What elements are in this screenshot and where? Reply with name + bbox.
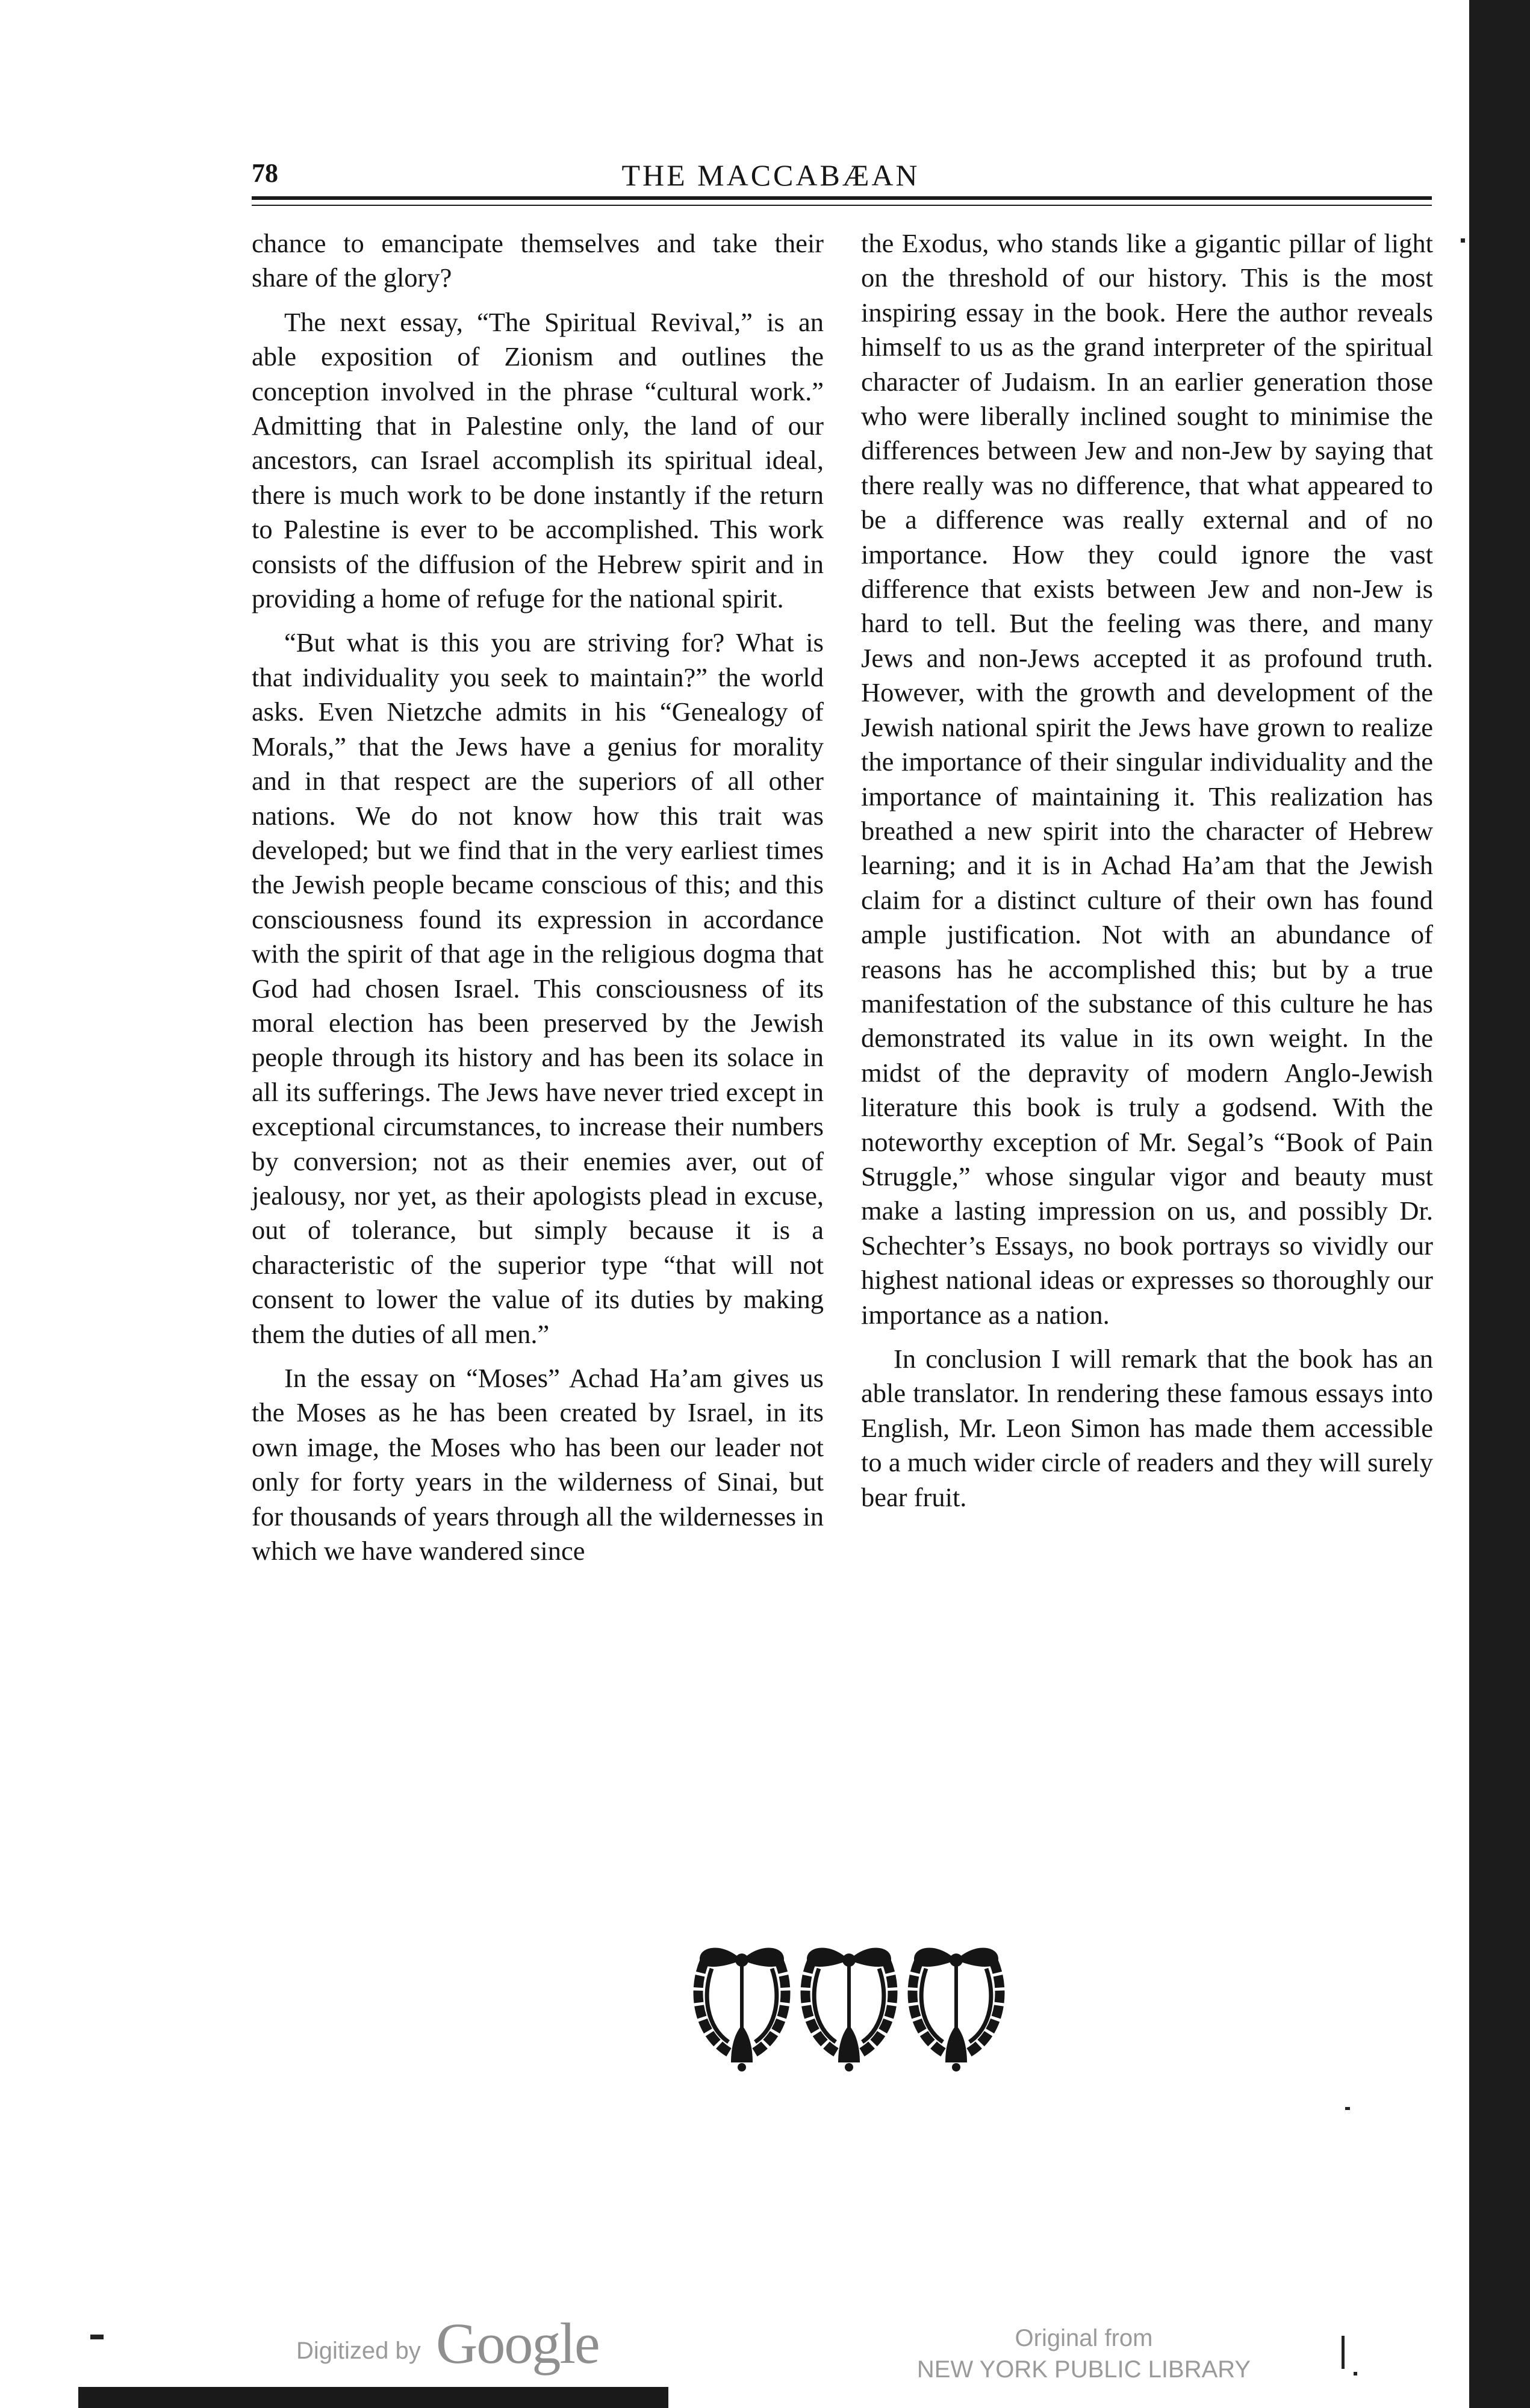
- running-head: THE MACCABÆAN: [621, 158, 920, 192]
- scan-speck: [90, 2335, 104, 2339]
- left-column: [252, 226, 824, 1568]
- scan-speck: [1345, 2107, 1350, 2110]
- digitized-label: Digitized by: [296, 2338, 421, 2364]
- wreath-bell-ornament-icon: [686, 1938, 1012, 2083]
- right-column: [861, 226, 1433, 1515]
- paragraph: In conclusion I will remark that the book has an able translator. In rendering these famous essays into English, Mr. Leon Simon has made them accessible to a much wider circle of readers and they will surely bear fruit.: [861, 1344, 1433, 1512]
- page-number: 78: [252, 158, 278, 188]
- scan-edge-bottom: [78, 2387, 668, 2408]
- header-rule: [252, 196, 1432, 200]
- library-name: NEW YORK PUBLIC LIBRARY: [916, 2356, 1251, 2383]
- scan-edge-right: [1469, 0, 1530, 2408]
- original-line: Original from: [1015, 2325, 1153, 2351]
- paragraph: The next essay, “The Spiritual Revival,” is an able exposition of Zionism and outlines the conception involved in the phrase “cultural work.” Admitting that in Palestine only, the land of our ancestors, can Israel accomplish its spiritual ideal, there is much work to be done instantly if the return to Palestine is ever to be accomplished. This work consists of the diffusion of the Hebrew spirit and in providing a home of refuge for the national spirit.: [252, 306, 824, 614]
- paragraph: chance to emancipate themselves and take their share of the glory?: [252, 228, 824, 293]
- header-rule-thin: [252, 205, 1432, 206]
- scan-speck: [1461, 238, 1465, 243]
- scan-speck: [1342, 2336, 1345, 2369]
- scan-speck: [1354, 2372, 1357, 2375]
- paragraph: In the essay on “Moses” Achad Ha’am gives us the Moses as he has been created by Israel, in its own image, the Moses who has been our leader not only for forty years in the wilderness of Sinai, but for thousands of years through all the wildernesses in which we have wandered since: [252, 1363, 824, 1566]
- paragraph: the Exodus, who stands like a gigantic pillar of light on the threshold of our history. This is the most inspiring essay in the book. Here the author reveals himself to us as the grand interpreter of the spiritual character of Judaism. In an earlier generation those who were liberally inclined sought to minimise the differences between Jew and non-Jew by saying that there really was no difference, that what appeared to be a difference was really external and of no importance. How they could ignore the vast difference that exists between Jew and non-Jew is hard to tell. But the feeling was there, and many Jews and non-Jews accepted it as profound truth. However, with the growth and development of the Jewish national spirit the Jews have grown to realize the importance of their singular individuality and the importance of maintaining it. This realization has breathed a new spirit into the character of Hebrew learning; and it is in Achad Ha’am that the Jewish claim for a distinct culture of their own has found ample justification. Not with an abundance of reasons has he accomplished this; but by a true manifestation of the substance of this culture he has demonstrated its value in its own weight. In the midst of the depravity of modern Anglo-Jewish literature this book is truly a godsend. With the noteworthy exception of Mr. Segal’s “Book of Pain Struggle,” whose singular vigor and beauty must make a lasting impression on us, and possibly Dr. Schechter’s Essays, no book portrays so vividly our highest national ideas or expresses so thoroughly our importance as a nation.: [861, 228, 1433, 1330]
- digitized-by-google: [296, 2310, 633, 2377]
- original-from-library: [891, 2323, 1277, 2385]
- paragraph: “But what is this you are striving for? What is that individuality you seek to maintain?” the world asks. Even Nietzche admits in his “Genealogy of Morals,” that the Jews have a genius for morality and in that respect are the superiors of all other nations. We do not know how this trait was developed; but we find that in the very earliest times the Jewish people became conscious of this; and this consciousness found its expression in accordance with the spirit of that age in the religious dogma that God had chosen Israel. This consciousness of its moral election has been preserved by the Jewish people through its history and has been its solace in all its sufferings. The Jews have never tried except in exceptional circumstances, to increase their numbers by conversion; not as their enemies aver, out of jealousy, nor yet, as their apologists plead in excuse, out of tolerance, but simply because it is a characteristic of the superior type “that will not consent to lower the value of its duties by making them the duties of all men.”: [252, 627, 824, 1349]
- google-logo: Google: [436, 2311, 599, 2375]
